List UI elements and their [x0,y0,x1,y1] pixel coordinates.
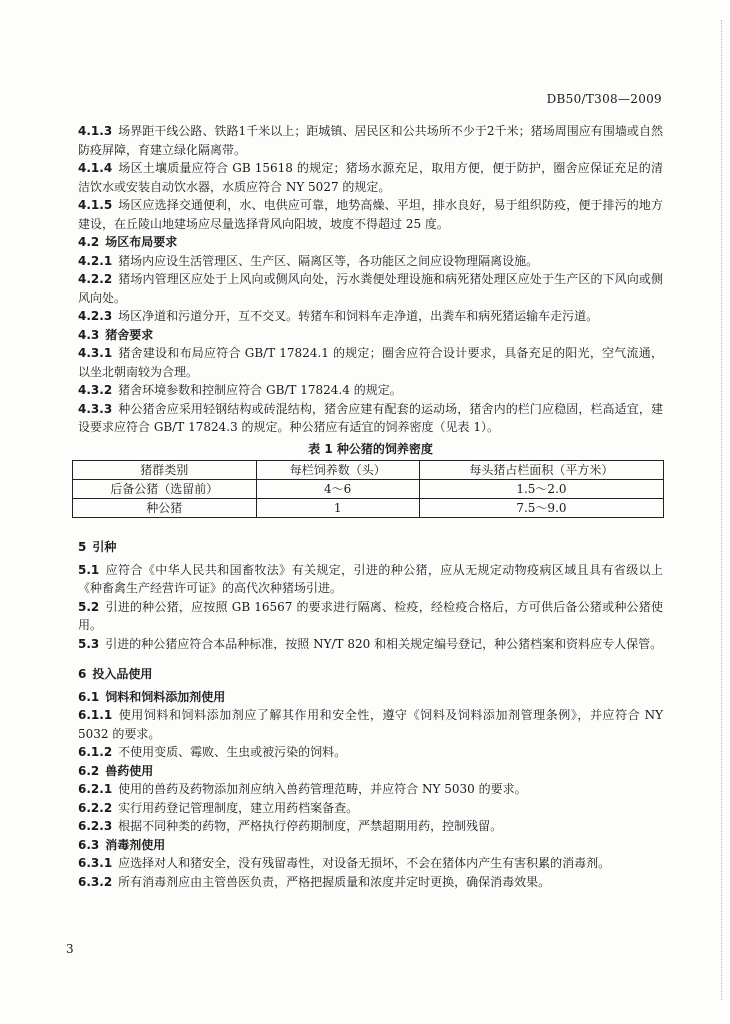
clause-text: 消毒剂使用 [105,837,166,852]
clause-text: 引进的种公猪应符合本品种标准，按照 NY/T 820 和相关规定编号登记，种公猪档案和资料应专人保管。 [105,636,663,651]
clause-text: 场区净道和污道分开，互不交叉。转猪车和饲料车走净道，出粪车和病死猪运输车走污道。 [118,309,599,323]
sections-5-6-content [78,538,663,891]
clause-paragraph [78,854,663,873]
section-4-content [78,122,663,437]
standard-code: DB50/T308—2009 [546,92,662,106]
clause-text: 根据不同种类的药物，严格执行停药期制度，严禁超期用药，控制残留。 [118,819,503,833]
table-row [73,480,664,499]
clause-number: 4.1.4 [78,161,113,175]
clause-paragraph [78,598,663,635]
clause-number: 4.1.5 [78,198,113,212]
clause-text: 场区土壤质量应符合 GB 15618 的规定；猪场水源充足，取用方便，便于防护，圈舍应保证充足的清洁饮水或安装自动饮水器，水质应符合 NY 5027 的规定。 [78,161,663,194]
clause-text: 饲料和饲料添加剂使用 [105,689,226,704]
scan-edge [721,20,722,1000]
document-body [78,122,663,891]
clause-number: 6.1.1 [78,708,113,722]
clause-number: 4.3.2 [78,383,113,397]
clause-number: 6.2 [78,763,100,778]
clause-paragraph [78,817,663,836]
clause-text: 实行用药登记管理制度，建立用药档案备查。 [118,800,359,815]
clause-number: 5.3 [78,636,100,651]
table-cell: 1 [256,499,419,518]
subsection-heading [78,233,663,252]
clause-number: 6.3.2 [78,874,113,889]
table-header-cell: 猪群类别 [73,461,257,480]
subsection-heading [78,326,663,345]
section-heading [78,665,663,684]
clause-number: 4.1.3 [78,124,113,138]
clause-number: 6.1 [78,689,100,704]
clause-number: 4.3 [78,327,100,342]
table-header-cell: 每栏饲养数（头） [256,461,419,480]
clause-paragraph [78,196,663,233]
clause-paragraph [78,122,663,159]
clause-number: 4.2.3 [78,309,113,323]
clause-paragraph [78,252,663,271]
clause-text: 投入品使用 [92,667,153,681]
clause-text: 引进的种公猪，应按照 GB 16567 的要求进行隔离、检疫，经检疫合格后，方可供后备公猪或种公猪使用。 [78,599,663,632]
clause-paragraph [78,400,663,437]
clause-text: 不使用变质、霉败、生虫或被污染的饲料。 [118,745,347,759]
clause-number: 6.1.2 [78,745,113,759]
clause-paragraph [78,307,663,326]
clause-text: 场界距干线公路、铁路1千米以上；距城镇、居民区和公共场所不少于2千米；猪场周围应有围墙或自然防疫屏障，育建立绿化隔离带。 [78,124,663,157]
clause-number: 6.2.2 [78,800,113,815]
clause-number: 4.2.2 [78,272,113,286]
table-header-row [73,461,664,480]
clause-paragraph [78,561,663,598]
clause-text: 猪场内应设生活管理区、生产区、隔离区等，各功能区之间应设物理隔离设施。 [118,253,539,268]
clause-text: 猪舍环境参数和控制应符合 GB/T 17824.4 的规定。 [118,383,402,397]
clause-number: 6 [78,667,87,681]
clause-number: 4.3.3 [78,401,113,416]
table-cell: 7.5～9.0 [419,499,663,518]
clause-text: 兽药使用 [105,763,154,778]
section-heading [78,538,663,557]
clause-number: 5.1 [78,562,100,577]
clause-paragraph [78,344,663,381]
clause-paragraph [78,381,663,400]
clause-number: 5.2 [78,599,100,614]
clause-number: 6.2.1 [78,782,113,796]
subsection-heading [78,836,663,855]
clause-text: 使用饲料和饲料添加剂应了解其作用和安全性，遵守《饲料及饲料添加剂管理条例》，并应符合 NY 5032 的要求。 [78,708,663,741]
clause-paragraph [78,159,663,196]
table-cell: 种公猪 [73,499,257,518]
clause-text: 猪舍要求 [105,327,154,342]
clause-text: 应符合《中华人民共和国畜牧法》有关规定，引进的种公猪，应从无规定动物疫病区域且具有省级以上《种畜禽生产经营许可证》的高代次种猪场引进。 [78,562,663,595]
clause-text: 场区应选择交通便利，水、电供应可靠，地势高燥、平坦，排水良好，易于组织防疫，便于排污的地方建设，在丘陵山地建场应尽量选择背风向阳坡，坡度不得超过 25 度。 [78,198,663,231]
clause-number: 4.2 [78,235,100,249]
subsection-heading [78,688,663,707]
clause-paragraph [78,706,663,743]
table-row [73,499,664,518]
clause-number: 6.2.3 [78,819,113,833]
clause-paragraph [78,743,663,762]
table-title: 表 1 种公猪的饲养密度 [308,441,433,456]
clause-number: 4.2.1 [78,253,113,268]
table-header-cell: 每头猪占栏面积（平方米） [419,461,663,480]
clause-paragraph [78,635,663,654]
clause-paragraph [78,270,663,307]
boar-density-table [72,460,664,518]
table-cell: 4～6 [256,480,419,499]
subsection-heading [78,762,663,781]
clause-text: 猪舍建设和布局应符合 GB/T 17824.1 的规定；圈舍应符合设计要求，具备充足的阳光，空气流通，以坐北朝南较为合理。 [78,346,663,379]
page-number: 3 [66,942,74,956]
clause-paragraph [78,799,663,818]
clause-text: 种公猪舍应采用轻钢结构或砖混结构，猪舍应建有配套的运动场，猪舍内的栏门应稳固，栏高适宜，建设要求应符合 GB/T 17824.3 的规定。种公猪应有适宜的饲养密度（见表 1）。 [78,401,663,434]
clause-number: 4.3.1 [78,346,113,360]
table-cell: 后备公猪（选留前） [73,480,257,499]
clause-paragraph [78,780,663,799]
table-cell: 1.5～2.0 [419,480,663,499]
clause-text: 猪场内管理区应处于上风向或侧风向处，污水粪便处理设施和病死猪处理区应处于生产区的下风向或侧风向处。 [78,272,663,305]
clause-number: 6.3.1 [78,856,113,870]
clause-text: 场区布局要求 [105,235,178,249]
clause-text: 引种 [92,540,117,554]
clause-text: 应选择对人和猪安全，没有残留毒性，对设备无损坏，不会在猪体内产生有害积累的消毒剂。 [118,856,611,870]
clause-text: 所有消毒剂应由主管兽医负责，严格把握质量和浓度并定时更换，确保消毒效果。 [118,874,551,889]
clause-number: 6.3 [78,837,100,852]
clause-number: 5 [78,540,87,554]
clause-text: 使用的兽药及药物添加剂应纳入兽药管理范畴，并应符合 NY 5030 的要求。 [118,782,527,796]
clause-paragraph [78,873,663,892]
